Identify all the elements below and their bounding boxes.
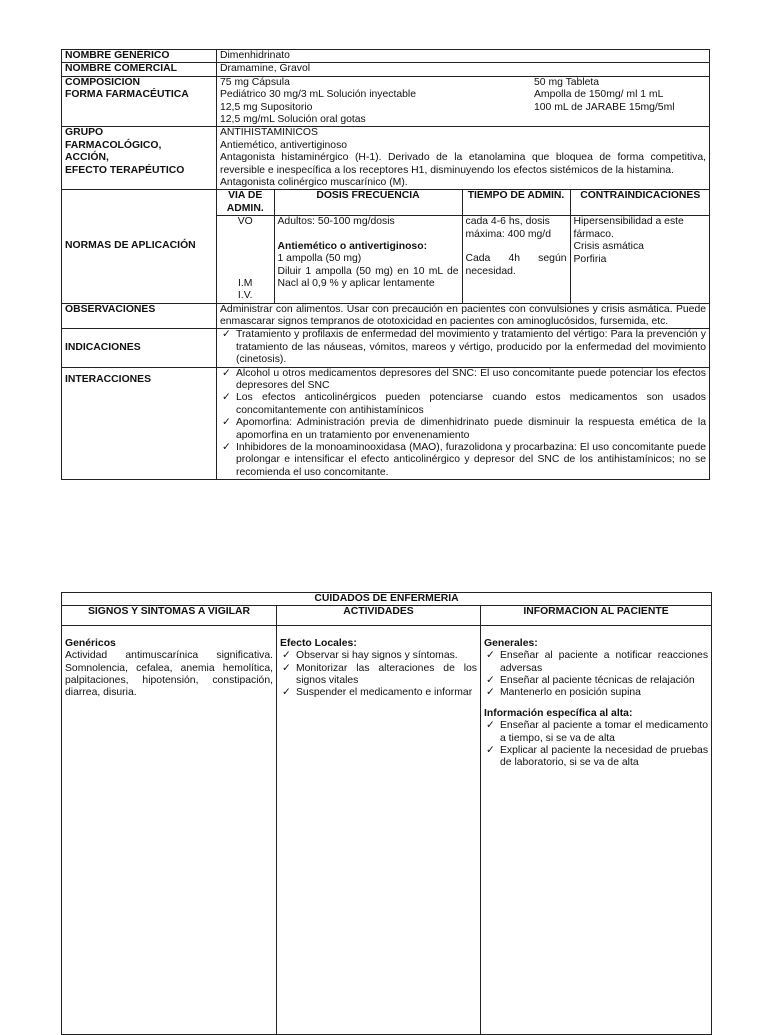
observations-label: OBSERVACIONES (62, 303, 217, 329)
composition-item: Pediátrico 30 mg/3 mL Solución inyectable (220, 89, 416, 101)
composition-label-1: COMPOSICION (65, 76, 141, 88)
nursing-body-row (62, 625, 712, 1034)
patient-info-subtitle: Información específica al alta: (484, 707, 633, 719)
activity-item: ✓ Observar si hay signos y síntomas. (280, 650, 477, 662)
generic-name-value: Dimenhidrinato (217, 50, 710, 63)
interaction-item: ✓ Los efectos anticolinérgicos pueden potenciarse cuando estos medicamentos son usados concomitantemente con antihistamínicos (220, 392, 706, 417)
time-cell (462, 216, 570, 303)
route-cell (217, 216, 274, 303)
patient-info-item: ✓ Enseñar al paciente a tomar el medicamento a tiempo, si se va de alta (484, 720, 708, 745)
dose-subtitle: Antiemético o antivertiginoso: (277, 240, 428, 252)
group-row (62, 127, 710, 190)
route-header: VIA DE ADMIN. (217, 190, 274, 215)
activities-header: ACTIVIDADES (277, 606, 481, 625)
application-value (217, 190, 710, 303)
interaction-item: ✓ Apomorfina: Administración previa de dimenhidrinato puede disminuir la respuesta emética de la apomorfina en un tratamiento por envenenamiento (220, 417, 706, 442)
group-value (217, 127, 710, 190)
composition-label-2: FORMA FARMACÉUTICA (65, 89, 189, 101)
interaction-item: ✓ Alcohol u otros medicamentos depresores del SNC: El uso concomitante puede potenciar los efectos depresores del SNC (220, 368, 706, 393)
activity-item: ✓ Suspender el medicamento e informar (280, 687, 477, 699)
observations-value: Administrar con alimentos. Usar con precaución en pacientes con convulsiones y crisis asmática. Puede enmascarar signos tempranos de ototoxicidad en pacientes con aminoglucósidos, fursemida, etc. (217, 303, 710, 329)
group-label-line: FARMACOLÓGICO, (65, 139, 162, 151)
dose-adults: Adultos: 50-100 mg/dosis (277, 216, 395, 228)
application-row (62, 190, 710, 303)
patient-info-header: INFORMACION AL PACIENTE (481, 606, 712, 625)
patient-info-subtitle: Generales: (484, 637, 538, 649)
application-subtable (217, 190, 710, 302)
activities-subtitle: Efecto Locales: (280, 637, 357, 649)
composition-item: 75 mg Cápsula (220, 76, 290, 88)
composition-item: 100 mL de JARABE 15mg/5ml (534, 101, 675, 113)
group-line: Antiemético, antivertiginoso (220, 139, 348, 151)
composition-item: Ampolla de 150mg/ ml 1 mL (534, 89, 664, 101)
group-label-line: EFECTO TERAPÉUTICO (65, 164, 185, 176)
group-line: Antagonista colinérgico muscarínico (M). (220, 177, 408, 189)
indications-value (217, 329, 710, 367)
route-im: I.M (238, 277, 253, 289)
dose-line: 1 ampolla (50 mg) (277, 253, 362, 265)
indication-item: ✓ Tratamiento y profilaxis de enfermedad del movimiento y tratamiento del vértigo: Para la prevención y tratamiento de las náuseas, vómitos, mareos y vértigo, producido por la enfermedad del movimiento (cinetosis). (220, 329, 706, 366)
contraindications-header: CONTRAINDICACIONES (570, 190, 710, 215)
interactions-label-text: INTERACCIONES (65, 373, 152, 385)
application-label: NORMAS DE APLICACIÓN (62, 190, 217, 303)
generic-name-row (62, 50, 710, 63)
nursing-title-row (62, 593, 712, 606)
application-header-row (217, 190, 710, 215)
contraindications-cell (570, 216, 710, 303)
patient-info-item: ✓ Explicar al paciente la necesidad de pruebas de laboratorio, si se va de alta (484, 745, 708, 770)
indications-row (62, 329, 710, 367)
application-body-row (217, 216, 710, 303)
group-label (62, 127, 217, 190)
dose-line: Diluir 1 ampolla (50 mg) en 10 mL de Nacl al 0,9 % y aplicar lentamente (277, 265, 459, 289)
signs-header: SIGNOS Y SÍNTOMAS A VIGILAR (62, 606, 277, 625)
contraindication: Porfiria (573, 253, 607, 265)
group-line: ANTIHISTAMINICOS (220, 127, 318, 139)
activities-cell (277, 625, 481, 1034)
group-label-line: ACCIÓN, (65, 152, 109, 164)
interaction-item: ✓ Inhibidores de la monoaminooxidasa (MAO), furazolidona y procarbazina: El uso concomitante puede prolongar e intensificar el efecto anticolinérgico y depresor del SNC de los antihistamínicos; no se recomienda el uso concomitante. (220, 442, 706, 479)
brand-name-value: Dramamine, Gravol (217, 63, 710, 76)
route-vo: VO (237, 216, 253, 228)
contraindication: Crisis asmática (573, 241, 644, 253)
observations-row (62, 303, 710, 329)
patient-info-item: ✓ Mantenerlo en posición supina (484, 687, 708, 699)
composition-item: 12,5 mg Supositorio (220, 101, 313, 113)
composition-value (217, 76, 710, 127)
nursing-care-table (61, 592, 712, 1035)
nursing-header-row (62, 606, 712, 625)
indications-label: INDICACIONES (62, 329, 217, 367)
patient-info-item: ✓ Enseñar al paciente a notificar reacciones adversas (484, 650, 708, 675)
activity-item: ✓ Monitorizar las alteraciones de los signos vitales (280, 663, 477, 688)
time-text: Cada 4h según necesidad. (465, 253, 567, 277)
brand-name-label: NOMBRE COMERCIAL (62, 63, 217, 76)
interactions-label (62, 367, 217, 480)
signs-text: Actividad antimuscarínica significativa. Somnolencia, cefalea, anemia hemolítica, palpitaciones, hipotensión, constipación, diarrea, disuria. (65, 650, 273, 699)
interactions-value (217, 367, 710, 480)
dose-header: DOSIS FRECUENCIA (274, 190, 462, 215)
composition-item: 12,5 mg/mL Solución oral gotas (220, 114, 366, 126)
patient-info-item: ✓ Enseñar al paciente técnicas de relajación (484, 675, 708, 687)
dose-cell (274, 216, 462, 303)
composition-label (62, 76, 217, 127)
route-iv: I.V. (237, 290, 253, 302)
signs-subtitle: Genéricos (65, 637, 116, 649)
contraindication: Hipersensibilidad a este fármaco. (573, 216, 684, 240)
interactions-row (62, 367, 710, 480)
patient-info-cell (481, 625, 712, 1034)
group-label-line: GRUPO (65, 127, 104, 139)
signs-cell (62, 625, 277, 1034)
group-line: Antagonista histaminérgico (H-1). Derivado de la etanolamina que bloquea de forma competitiva, reversible e inespecífica a los receptores H1, disminuyendo los efectos sistémicos de la histamina. (220, 152, 706, 176)
brand-name-row (62, 63, 710, 76)
generic-name-label: NOMBRE GENÉRICO (62, 50, 217, 63)
composition-item: 50 mg Tableta (534, 76, 600, 88)
time-header: TIEMPO DE ADMIN. (462, 190, 570, 215)
composition-row (62, 76, 710, 127)
drug-info-table (61, 49, 710, 480)
time-text: cada 4-6 hs, dosis máxima: 400 mg/d (465, 216, 551, 240)
nursing-title: CUIDADOS DE ENFERMERIA (62, 593, 712, 606)
